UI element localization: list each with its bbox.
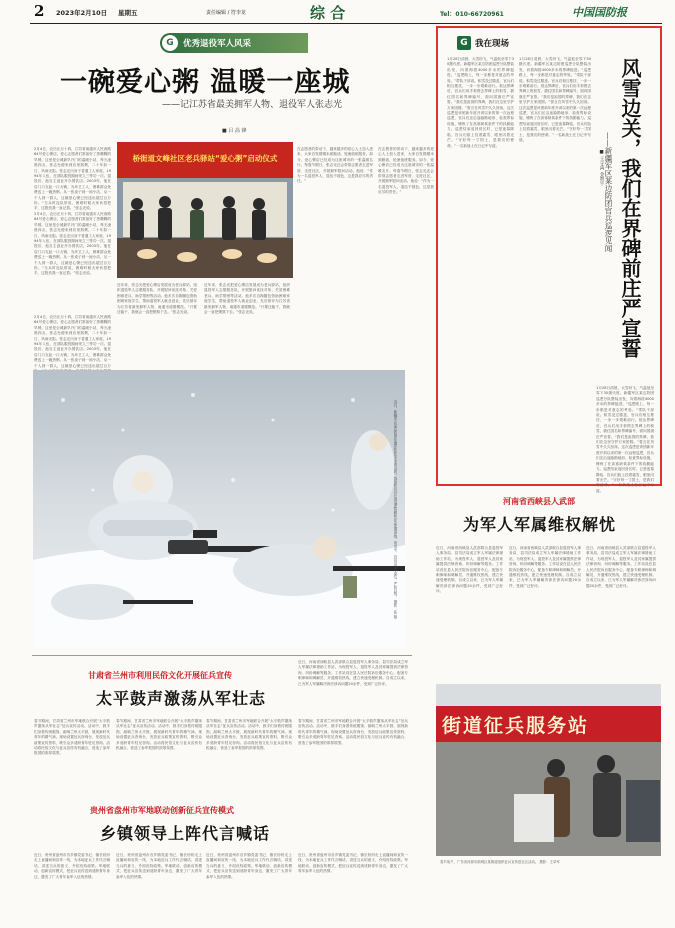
masthead-weekday: 星期五: [118, 9, 138, 17]
story1-tag: [160, 33, 308, 53]
henan-body-2: 近日，河南省西峡县人武部联合县退役军人事务局、县司法局成立军人军属法律援助工作站，为现役军人、退役军人及其家属提供法律咨询、纠纷调解等服务。工作站设在县人民法院诉讼服务中心，配备专职律师和调解员，开通维权热线，建立快速受理机制。自成立以来，已为军人军属解决涉法涉诉问题20余件，受到广泛好评。: [509, 546, 581, 588]
brand-logo: 中国国防报: [572, 6, 627, 19]
henan-body-3: 近日，河南省西峡县人武部联合县退役军人事务局、县司法局成立军人军属法律援助工作站，为现役军人、退役军人及其家属提供法律咨询、纠纷调解等服务。工作站设在县人民法院诉讼服务中心，配备专职律师和调解员，开通维权热线，建立快速受理机制。自成立以来，已为军人军属解决涉法涉诉问题20余件，受到广泛好评。: [586, 546, 656, 588]
story1-body-mid: 近年来，张志光把爱心粥店发展成为老兵驿站，组织退役军人志愿服务队，开展慰问优抚对象、关爱困难老兵、助学帮困等活动。他多次自掏腰包资助困难家庭学生，帮助退役军人就业创业，先后被评为江苏省最美拥军人物、南通市道德模范。“只要还能干，我就会一直把粥熬下去。”张志光说。: [117, 283, 197, 315]
guizhou-body-3: 近日，贵州省盘州市各乡镇党委书记、镇长纷纷走上直播间和宣传一线，为本地征兵工作代言喊话，讲述当兵的意义、介绍优待政策。军地联动，创新宣传模式，把征兵宣传送到适龄青年身边，激发了广大青年参军入伍的热情。: [206, 853, 292, 879]
lanzhou-body-2: 春节期间，甘肃省兰州市军地联合开展“太平鼓声激荡从军壮志”征兵宣传活动。活动中，鼓手们身着传统服饰，敲响兰州太平鼓，展现新时代青年的精气神。现场设置征兵咨询台，发放征兵政策宣传资料，吸引众多适龄青年驻足咨询。活动将民俗文化与征兵宣传有机融合，营造了参军报国的浓厚氛围。: [116, 719, 202, 751]
story1-tag-label: 优秀退役军人风采: [183, 39, 252, 49]
main-photo: [33, 370, 405, 648]
section-title: 综 合: [310, 4, 346, 22]
story1-title: 一碗爱心粥 温暖一座城: [60, 67, 351, 98]
feature-tag-label: 我在现场: [475, 39, 510, 49]
story1-body-right2: 在志愿者的带动下，越来越多的爱心人士加入进来，大家自发捐赠米面粮油，轮流值班服务。如今，爱心粥店已经成为这座城市的一张温暖名片。每逢节假日，张志光还会带领志愿者走进军营、走进社区，开展拥军慰问活动。他说：“作为一名退役军人，退伍不褪色，这是我应尽的责任。”: [378, 147, 434, 195]
leaf-icon: G: [162, 35, 178, 51]
lanzhou-body: 春节期间，甘肃省兰州市军地联合开展“太平鼓声激荡从军壮志”征兵宣传活动。活动中，鼓手们身着传统服饰，敲响兰州太平鼓，展现新时代青年的精气神。现场设置征兵咨询台，发放征兵政策宣传资料，吸引众多适龄青年驻足咨询。活动将民俗文化与征兵宣传有机融合，营造了参军报国的浓厚氛围。: [34, 719, 110, 756]
section-rule: [32, 655, 412, 656]
recruit-station-photo: [436, 684, 661, 856]
feature-title: 风雪边关，我们在界碑前庄严宣誓: [618, 58, 642, 358]
guizhou-kicker: 贵州省盘州市军地联动创新征兵宣传模式: [90, 806, 234, 815]
story1-body-left2: 2月4日，农历正月十四，江苏省南通市人民西路64号爱心粥店，爱心志愿者们准备好了热腾腾的早餐。这里是全城最早开门的温暖小站，每天凌晨四点，张志光便来到店里熬粥，二十年如一日，风雨无阻。张志光出身于普通工人家庭，1994年入伍，在部队服役期间荣立三等功一次。退役后，他自主创业开办餐饮店。2003年，他在店门口支起一口大锅，为环卫工人、困难群众免费送上一碗热粥。从一张桌子到一间小店，从一个人到一群人，这碗爱心粥已经送出超过百万份。“当兵时连队常说，困难时候大家伙搭把手，这股劲我一直记着。”张志光说。: [34, 212, 111, 276]
page-number: 2: [34, 2, 45, 20]
guizhou-title: 乡镇领导上阵代言喊话: [100, 824, 271, 843]
lanzhou-title: 太平鼓声激荡从军壮志: [96, 689, 267, 708]
masthead-rule: [30, 23, 662, 24]
leaf-icon: G: [457, 36, 471, 50]
story1-byline: ■ 吕 高 锋: [222, 128, 247, 134]
story1-body-left: 2月4日，农历正月十四，江苏省南通市人民西路64号爱心粥店，爱心志愿者们准备好了热腾腾的早餐。这里是全城最早开门的温暖小站，每天凌晨四点，张志光便来到店里熬粥，二十年如一日，风雨无阻。张志光出身于普通工人家庭，1994年入伍，在部队服役期间荣立三等功一次。退役后，他自主创业开办餐饮店。2003年，他在店门口支起一口大锅，为环卫工人、困难群众免费送上一碗热粥。从一张桌子到一间小店，从一个人到一群人，这碗爱心粥已经送出超过百万份。“当兵时连队常说，困难时候大家伙搭把手，这股劲我一直记着。”张志光说。: [34, 147, 111, 211]
guizhou-body-2: 近日，贵州省盘州市各乡镇党委书记、镇长纷纷走上直播间和宣传一线，为本地征兵工作代言喊话，讲述当兵的意义、介绍优待政策。军地联动，创新宣传模式，把征兵宣传送到适龄青年身边，激发了广大青年参军入伍的热情。: [116, 853, 202, 879]
snow-patrol-photo: [33, 370, 405, 648]
continued-body: 春节期间，甘肃省兰州市军地联合开展“太平鼓声激荡从军壮志”征兵宣传活动。活动中，鼓手们身着传统服饰，敲响兰州太平鼓，展现新时代青年的精气神。现场设置征兵咨询台，发放征兵政策宣传资料，吸引众多适龄青年驻足咨询。活动将民俗文化与征兵宣传有机融合，营造了参军报国的浓厚氛围。: [298, 719, 408, 745]
henan-photo-sign: 街道征兵服务站: [442, 715, 590, 737]
henan-title: 为军人军属维权解忧: [463, 515, 617, 534]
feature-body-3: 1月28日清晨，大雪纷飞，气温低至零下30摄氏度。新疆军区某边防团巡逻分队整装出发，向着海拔4000多米的界碑挺进。“巡逻路上，每一步都是对意志的考验。”带队干部说。积雪没过膝盖，官兵们相互搀扶，一步一步艰难前行。抵达界碑后，官兵们用手套擦去界碑上的积雪，描红国名和界碑编号，面向国旗庄严宣誓。“我们是祖国的界碑，我们在这里守护万家团圆。”誓言在风雪中久久回荡。这次巡逻是该团新年度开训以来的第一次远程巡逻，官兵们还沿途踏勘地形、检查界标设施，锤炼了在高寒缺氧条件下的执勤能力。巡逻结束返回营区时，已是夜幕降临，官兵们脸上挂着霜雪，眼里闪着光芒。“守好每一寸国土，是我们的使命。”一名新战士在日记中写道。: [596, 386, 654, 493]
feature-body: 1月28日清晨，大雪纷飞，气温低至零下30摄氏度。新疆军区某边防团巡逻分队整装出发，向着海拔4000多米的界碑挺进。“巡逻路上，每一步都是对意志的考验。”带队干部说。积雪没过膝盖，官兵们相互搀扶，一步一步艰难前行。抵达界碑后，官兵们用手套擦去界碑上的积雪，描红国名和界碑编号，面向国旗庄严宣誓。“我们是祖国的界碑，我们在这里守护万家团圆。”誓言在风雪中久久回荡。这次巡逻是该团新年度开训以来的第一次远程巡逻，官兵们还沿途踏勘地形、检查界标设施，锤炼了在高寒缺氧条件下的执勤能力。巡逻结束返回营区时，已是夜幕降临，官兵们脸上挂着霜雪，眼里闪着光芒。“守好每一寸国土，是我们的使命。”一名新战士在日记中写道。: [447, 57, 514, 148]
feature-byline: ■ 王守禹 金智宇: [599, 150, 604, 186]
masthead: [0, 0, 675, 24]
henan-photo: [436, 684, 661, 856]
henan-body: 近日，河南省西峡县人武部联合县退役军人事务局、县司法局成立军人军属法律援助工作站，为现役军人、退役军人及其家属提供法律咨询、纠纷调解等服务。工作站设在县人民法院诉讼服务中心，配备专职律师和调解员，开通维权热线，建立快速受理机制。自成立以来，已为军人军属解决涉法涉诉问题20余件，受到广泛好评。: [436, 546, 503, 594]
banner-text: 桥街道文峰社区老兵驿站“爱心粥”启动仪式: [132, 154, 278, 163]
lanzhou-kicker: 甘肃省兰州市利用民俗文化开展征兵宣传: [88, 671, 232, 680]
continued-body-2: 近日，贵州省盘州市各乡镇党委书记、镇长纷纷走上直播间和宣传一线，为本地征兵工作代言喊话，讲述当兵的意义、介绍优待政策。军地联动，创新宣传模式，把征兵宣传送到适龄青年身边，激发了广大青年参军入伍的热情。: [298, 853, 408, 874]
feature-subtitle: ——新疆军区某边防团官兵巡逻见闻: [604, 132, 613, 252]
masthead-date: 2023年2月10日: [56, 9, 108, 17]
story1-subtitle: ——记江苏省最美拥军人物、退役军人张志光: [162, 100, 343, 110]
story1-body-right: 在志愿者的带动下，越来越多的爱心人士加入进来，大家自发捐赠米面粮油，轮流值班服务。如今，爱心粥店已经成为这座城市的一张温暖名片。每逢节假日，张志光还会带领志愿者走进军营、走进社区，开展拥军慰问活动。他说：“作为一名退役军人，退伍不褪色，这是我应尽的责任。”: [297, 147, 373, 184]
main-photo-caption: 近日，新疆军区某边防团在海拔4000多米的边防一线组织官兵开展巡逻执勤和应急处置训练。风雪中，官兵们坚守岗位、严阵以待。 摄影：张 磊: [393, 400, 397, 619]
masthead-editor: 责任编辑 / 符李龙: [206, 10, 246, 16]
henan-kicker: 河南省西峡县人武部: [503, 497, 575, 506]
story1-photo: [117, 142, 293, 278]
masthead-tel: Tel：010-66720961: [440, 11, 504, 18]
lanzhou-body-3: 春节期间，甘肃省兰州市军地联合开展“太平鼓声激荡从军壮志”征兵宣传活动。活动中，鼓手们身着传统服饰，敲响兰州太平鼓，展现新时代青年的精气神。现场设置征兵咨询台，发放征兵政策宣传资料，吸引众多适龄青年驻足咨询。活动将民俗文化与征兵宣传有机融合，营造了参军报国的浓厚氛围。: [206, 719, 292, 751]
story1-body-left3: 2月4日，农历正月十四，江苏省南通市人民西路64号爱心粥店，爱心志愿者们准备好了热腾腾的早餐。这里是全城最早开门的温暖小站，每天凌晨四点，张志光便来到店里熬粥，二十年如一日，风雨无阻。张志光出身于普通工人家庭，1994年入伍，在部队服役期间荣立三等功一次。退役后，他自主创业开办餐饮店。2003年，他在店门口支起一口大锅，为环卫工人、困难群众免费送上一碗热粥。从一张桌子到一间小店，从一个人到一群人，这碗爱心粥已经送出超过百万: [34, 315, 111, 368]
feature-tag: [457, 36, 509, 50]
continued-body-3: 近日，河南省西峡县人武部联合县退役军人事务局、县司法局成立军人军属法律援助工作站，为现役军人、退役军人及其家属提供法律咨询、纠纷调解等服务。工作站设在县人民法院诉讼服务中心，配备专职律师和调解员，开通维权热线，建立快速受理机制。自成立以来，已为军人军属解决涉法涉诉问题20余件，受到广泛好评。: [298, 660, 408, 686]
henan-caption: 春节前夕，广东省河源市源城区某街道组织征兵宣传进社区活动。 摄影：王卓军: [440, 860, 560, 864]
feature-body-2: 1月28日清晨，大雪纷飞，气温低至零下30摄氏度。新疆军区某边防团巡逻分队整装出发，向着海拔4000多米的界碑挺进。“巡逻路上，每一步都是对意志的考验。”带队干部说。积雪没过膝盖，官兵们相互搀扶，一步一步艰难前行。抵达界碑后，官兵们用手套擦去界碑上的积雪，描红国名和界碑编号，面向国旗庄严宣誓。“我们是祖国的界碑，我们在这里守护万家团圆。”誓言在风雪中久久回荡。这次巡逻是该团新年度开训以来的第一次远程巡逻，官兵们还沿途踏勘地形、检查界标设施，锤炼了在高寒缺氧条件下的执勤能力。巡逻结束返回营区时，已是夜幕降临，官兵们脸上挂着霜雪，眼里闪着光芒。“守好每一寸国土，是我们的使命。”一名新战士在日记中写道。: [519, 57, 591, 143]
story1-body-mid2: 近年来，张志光把爱心粥店发展成为老兵驿站，组织退役军人志愿服务队，开展慰问优抚对象、关爱困难老兵、助学帮困等活动。他多次自掏腰包资助困难家庭学生，帮助退役军人就业创业，先后被评为江苏省最美拥军人物、南通市道德模范。“只要还能干，我就会一直把粥熬下去。”张志光说。: [204, 283, 290, 315]
guizhou-body: 近日，贵州省盘州市各乡镇党委书记、镇长纷纷走上直播间和宣传一线，为本地征兵工作代言喊话，讲述当兵的意义、介绍优待政策。军地联动，创新宣传模式，把征兵宣传送到适龄青年身边，激发了广大青年参军入伍的热情。: [34, 853, 110, 879]
